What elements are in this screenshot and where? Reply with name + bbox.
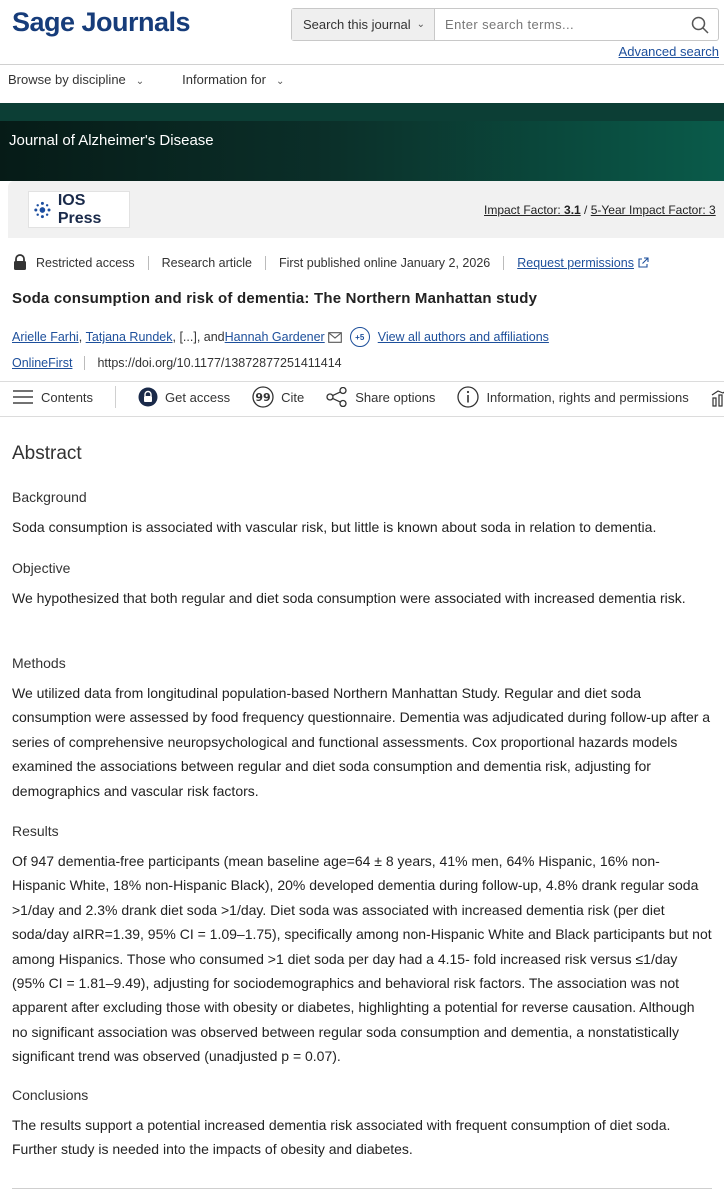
article-type: Research article xyxy=(161,255,252,270)
author-list: Arielle Farhi , Tatjana Rundek , [...], and Hannah Gardener +5 View all authors and affiliations xyxy=(12,327,549,347)
author-link[interactable]: Hannah Gardener xyxy=(224,330,325,344)
nav-information-for[interactable] xyxy=(182,72,284,87)
search-button[interactable] xyxy=(682,9,718,40)
cite-button[interactable] xyxy=(252,386,304,408)
search-scope-label: Search this journal xyxy=(303,17,411,32)
abstract-section-results xyxy=(12,823,712,1069)
info-icon xyxy=(457,386,479,408)
nav-label: Information for xyxy=(182,72,266,87)
menu-list-icon xyxy=(12,389,34,405)
ios-press-dots-icon xyxy=(33,200,52,220)
article-title: Soda consumption and risk of dementia: The Northern Manhattan study xyxy=(12,290,538,307)
external-link-icon xyxy=(637,257,649,269)
sage-journals-logo[interactable]: Sage Journals xyxy=(12,7,191,37)
section-heading: Results xyxy=(12,823,59,839)
nav-browse-by-discipline[interactable] xyxy=(8,72,144,87)
ios-press-logo[interactable] xyxy=(28,191,130,228)
section-heading: Methods xyxy=(12,655,66,671)
content-divider xyxy=(12,1188,712,1189)
abstract-heading: Abstract xyxy=(12,443,82,464)
chevron-down-icon: ⌄ xyxy=(416,19,426,30)
online-first-link[interactable]: OnlineFirst xyxy=(12,356,73,370)
journal-title[interactable]: Journal of Alzheimer's Disease xyxy=(9,132,214,149)
information-button[interactable] xyxy=(457,386,688,408)
section-heading: Conclusions xyxy=(12,1087,89,1103)
share-icon xyxy=(326,387,348,407)
advanced-search-link[interactable]: Advanced search xyxy=(618,44,719,59)
quote-icon xyxy=(252,386,274,408)
section-text: We hypothesized that both regular and diet soda consumption were associated with increased dementia risk. xyxy=(12,590,686,606)
impact-label: Impact Factor: xyxy=(484,203,565,217)
article-meta xyxy=(12,254,649,271)
get-access-button[interactable] xyxy=(138,387,230,407)
lock-icon xyxy=(12,254,28,271)
cite-label: Cite xyxy=(281,389,305,405)
section-text: The results support a potential increased dementia risk associated with frequent consumption of diet soda. Further study is needed into the impacts of obesity and diabetes. xyxy=(12,1117,671,1158)
doi-link[interactable]: https://doi.org/10.1177/13872877251411414 xyxy=(97,356,342,370)
publisher-name: IOS Press xyxy=(57,191,102,227)
section-text: Soda consumption is associated with vascular risk, but little is known about soda in relation to dementia. xyxy=(12,519,657,535)
author-ellipsis: , [...], and xyxy=(172,330,225,344)
lock-circle-icon xyxy=(138,387,158,407)
information-label: Information, rights and permissions xyxy=(486,389,689,405)
chevron-down-icon: ⌄ xyxy=(135,76,145,87)
abstract-section-objective xyxy=(12,560,712,610)
share-label: Share options xyxy=(355,389,436,405)
email-icon[interactable] xyxy=(328,332,342,343)
author-link[interactable]: Tatjana Rundek xyxy=(85,330,173,344)
search-input[interactable] xyxy=(435,9,682,40)
abstract-section-methods xyxy=(12,655,712,803)
five-year-impact: 5-Year Impact Factor: 3 xyxy=(590,203,716,217)
impact-factor[interactable]: Impact Factor: 3.1 / 5-Year Impact Factor: 3 xyxy=(484,203,716,217)
metrics-button[interactable] xyxy=(711,387,724,407)
search-icon xyxy=(691,16,709,34)
contents-button[interactable] xyxy=(12,389,93,405)
section-text: Of 947 dementia-free participants (mean baseline age=64 ± 8 years, 41% men, 64% Hispanic, 16% non-Hispanic White, 18% non-Hispanic Black), 20% developed dementia during follow-up, 4.8% drank regular soda >1/day and 2.3% drank diet soda >1/day. Diet soda was associated with increased dementia risk (per diet soda/day aIRR=1.39, 95% CI = 1.09–1.75), specifically among non-Hispanic White and Black participants but not among Hispanics. Those who consumed >1 diet soda per day had a 4.15- fold increased risk versus ≤1/day (95% CI = 1.81–9.49), adjusting for sociodemographics and behavioral risk factors. The association was not apparent after excluding those with obesity or diabetes, highlighting a potential for reverse causation. Although no significant association was observed between regular soda consumption and dementia, a nonstatistically significant trend was observed (unadjusted p = 0.07). xyxy=(12,853,712,1065)
bar-chart-icon xyxy=(711,387,724,407)
access-status: Restricted access xyxy=(36,255,135,270)
contents-label: Contents xyxy=(41,389,94,405)
search-scope-select[interactable] xyxy=(292,9,435,40)
nav-label: Browse by discipline xyxy=(8,72,126,87)
more-authors-badge[interactable]: +5 xyxy=(350,327,370,347)
impact-value: 3.1 xyxy=(564,203,581,217)
article-toolbar xyxy=(12,386,724,408)
share-options-button[interactable] xyxy=(326,387,435,407)
top-navigation xyxy=(8,72,284,87)
publication-date: First published online January 2, 2026 xyxy=(278,255,491,270)
toolbar-divider xyxy=(0,381,724,382)
request-permissions-link[interactable]: Request permissions xyxy=(517,255,634,270)
abstract-section-conclusions xyxy=(12,1087,712,1162)
view-all-authors-link[interactable]: View all authors and affiliations xyxy=(377,330,549,344)
doi-row xyxy=(12,356,342,370)
section-heading: Objective xyxy=(12,560,71,576)
get-access-label: Get access xyxy=(165,389,231,405)
header-divider xyxy=(0,64,724,65)
author-link[interactable]: Arielle Farhi xyxy=(12,330,79,344)
chevron-down-icon: ⌄ xyxy=(276,76,285,87)
abstract-section-background xyxy=(12,489,712,539)
section-heading: Background xyxy=(12,489,87,505)
section-text: We utilized data from longitudinal population-based Northern Manhattan Study. Regular and diet soda consumption were assessed by food frequency questionnaire. Dementia was adjudicated during follow-up after a series of comprehensive neuropsychological and functional assessments. Cox proportional hazards models examined the associations between regular and diet soda consumption and dementia risk, adjusting for demographics and vascular risk factors. xyxy=(12,685,711,799)
search-bar xyxy=(291,8,719,41)
svg-text:99: 99 xyxy=(255,391,271,404)
toolbar-divider xyxy=(0,416,724,417)
